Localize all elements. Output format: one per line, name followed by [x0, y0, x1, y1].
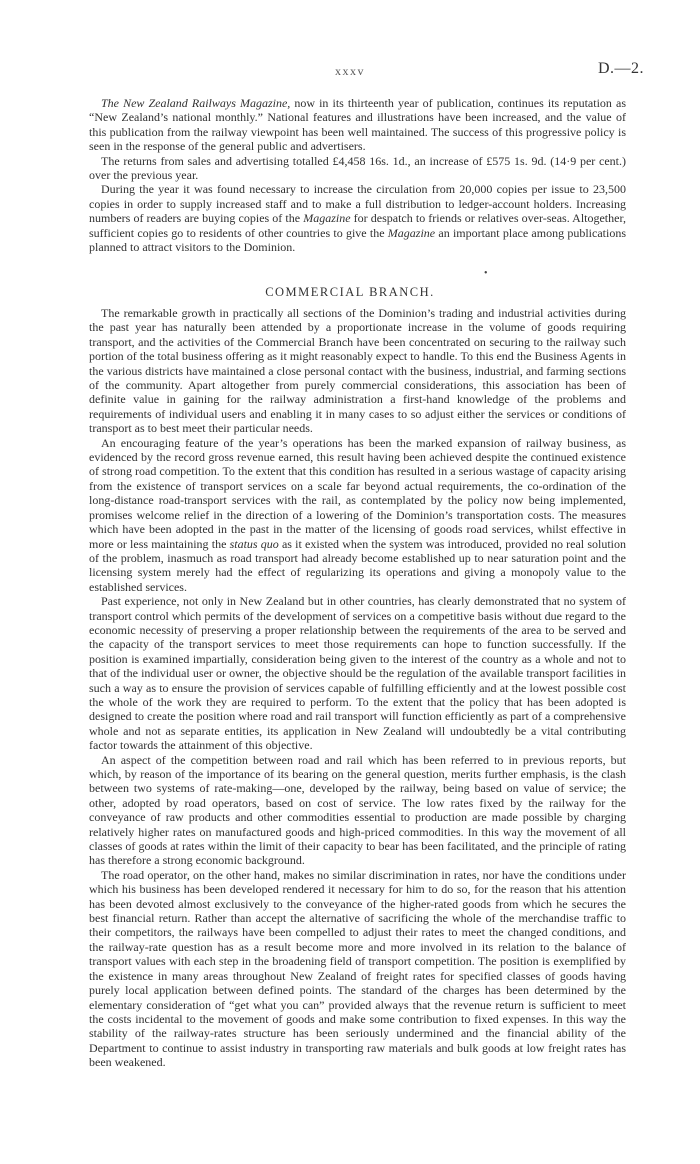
magazine-paragraph-3-text-b: for despatch to friends or relatives over-seas. Altogether, sufficient copies go to residents of other countries to give the [89, 211, 626, 240]
magazine-paragraph-1-text: now in its thirteenth year of publication, continues its reputation as “New Zealand’s national monthly.” National features and illustrations have been increased, and the value of this publication from the railway viewpoint has been well maintained. The success of this progressive policy is seen in the response of the general public and advertisers. [89, 96, 626, 154]
magazine-title: The New Zealand Railways Magazine, [101, 96, 291, 110]
commercial-paragraph-5: The road operator, on the other hand, makes no similar discrimination in rates, nor have the conditions under which his business has been developed rendered it necessary for him to do so, for the reason that his attention has been devoted almost exclusively to the conveyance of the higher-rated goods from which he secures the best financial return. Rather than accept the alternative of sacrificing the whole of the merchandise traffic to their competitors, the railways have been compelled to adjust their rates to meet the changed conditions, and the railway-rate question has as a result become more and more involved in its relation to the balance of transport values with each step in the broadening field of transport competition. The position is exemplified by the existence in many areas throughout New Zealand of freight rates for specified classes of goods having purely local application between defined points. The standard of the charges has been determined by the elementary consideration of “get what you can” provided always that the revenue return is sufficient to meet the costs incidental to the movement of goods and make some contribution to fixed expenses. In this way the stability of the railway-rates structure has been seriously undermined and the financial ability of the Department to continue to assist industry in transporting raw materials and bulk goods at low freight rates has been weakened. [89, 867, 626, 1070]
separator-dot: • [484, 268, 488, 279]
magazine-section [89, 96, 626, 254]
commercial-paragraph-4: An aspect of the competition between road and rail which has been referred to in previous reports, but which, by reason of the importance of its bearing on the general question, merits further emphasis, is the clash between two systems of rate-making—one, developed by the railway, being based on value of service; the other, adopted by road operators, based on cost of service. The low rates fixed by the railway for the conveyance of raw products and other commodities essential to production are made possible by charging relatively higher rates on manufactured goods and high-priced commodities. In this way the movement of all classes of goods at rates within the limit of their capacity to bear has been facilitated, and the principle of rating has therefore a strong economic background. [89, 752, 626, 868]
status-quo-italic: status quo [229, 536, 279, 551]
magazine-paragraph-3-text-c: an important place among publications planned to attract visitors to the Dominion. [89, 225, 626, 255]
magazine-paragraph-3 [89, 182, 626, 254]
commercial-paragraph-1: The remarkable growth in practically all sections of the Dominion’s trading and industrial activities during the past year has naturally been attended by a proportionate increase in the volume of goods requiring transport, and the activities of the Commercial Branch have been concentrated on securing to the railway such portion of the total business offering as it might reasonably expect to handle. To this end the Business Agents in the various districts have maintained a close personal contact with the business, industrial, and farming sections of the community. Apart altogether from purely commercial considerations, this association has been of definite value in gaining for the railway administration a first-hand knowledge of the problems and requirements of individual users and enabling it in many cases to so adjust either the services or conditions of transport as to best meet their particular needs. [89, 306, 626, 436]
magazine-paragraph-2: The returns from sales and advertising totalled £4,458 16s. 1d., an increase of £575 1s. 9d. (14·9 per cent.) over the previous year. [89, 153, 626, 183]
magazine-italic-1: Magazine [303, 211, 351, 226]
commercial-paragraph-2-text-a: An encouraging feature of the year’s operations has been the marked expansion of railway business, as evidenced by the record gross revenue earned, this result having been achieved despite the continued existence of strong road competition. To the extent that this condition has resulted in a serious wastage of capacity arising from the existence of transport services on a scale far beyond actual requirements, the co-ordination of the long-distance road-transport services with the rail, as contemplated by the policy now being implemented, promises welcome relief in the direction of a lowering of the Dominion’s transportation costs. The measures which have been adopted in the past in the matter of the licensing of goods road services, whilst effective in more or less maintaining the [89, 435, 626, 551]
page-number: xxxv [335, 64, 365, 78]
commercial-section [89, 306, 626, 1070]
magazine-paragraph-3-text-a: During the year it was found necessary to increase the circulation from 20,000 copies per issue to 23,500 copies in order to supply increased staff and to make a full distribution to ledger-account holders. Increasing numbers of readers are buying copies of the [89, 182, 626, 226]
magazine-italic-2: Magazine [387, 225, 436, 240]
commercial-paragraph-2-text-b: as it existed when the system was introduced, provided no real solution of the problem, inasmuch as road transport had already become established up to near saturation point and the licensing system merely had the effect of regularizing its operations and giving a monopoly value to the established services. [89, 536, 626, 594]
document-reference: D.—2. [597, 60, 644, 77]
commercial-paragraph-2 [89, 436, 626, 594]
section-heading: COMMERCIAL BRANCH. [265, 285, 435, 299]
commercial-paragraph-3: Past experience, not only in New Zealand but in other countries, has clearly demonstrated that no system of transport control which permits of the development of services on a competitive basis without due regard to the economic necessity of preserving a proper relationship between the requirements of the area to be served and the capacity of the transport services to meet those requirements can hope to function successfully. If the position is examined impartially, consideration being given to the interest of the country as a whole and not to that of the individual user or owner, the objective should be the regulation of the available transport facilities in such a way as to ensure the provision of services capable of fulfilling efficiently and at the lowest possible cost the whole of the work they are required to perform. To the extent that the policy that has been adopted is designed to create the position where road and rail transport will function efficiently as part of a comprehensive whole and not as separate entities, its application in New Zealand will undoubtedly be a vital contributing factor towards the attainment of this objective. [89, 594, 626, 753]
magazine-paragraph-1 [89, 96, 626, 154]
